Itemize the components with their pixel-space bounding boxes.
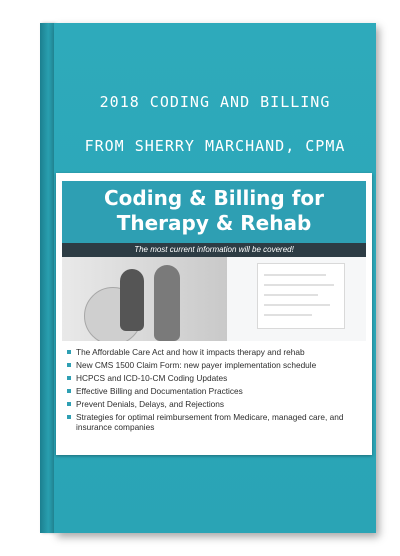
topic-item: Prevent Denials, Delays, and Rejections [66,399,366,409]
form-line [264,304,330,306]
form-line [264,274,326,276]
topic-item: Strategies for optimal reimbursement from Medicare, managed care, and insurance companies [66,412,366,432]
form-line [264,284,334,286]
topic-item: New CMS 1500 Claim Form: new payer implementation schedule [66,360,366,370]
topic-item: The Affordable Care Act and how it impacts therapy and rehab [66,347,366,357]
banner-title: Coding & Billing for Therapy & Rehab [104,186,324,235]
topic-item: HCPCS and ICD-10-CM Coding Updates [66,373,366,383]
claim-form-image [227,257,366,341]
banner [62,181,366,244]
form-line [264,294,318,296]
cover-panel [56,173,372,455]
form-line [264,314,312,316]
therapist-figure [154,265,180,341]
box-spine [40,23,54,533]
patient-figure [120,269,144,331]
topic-list [66,347,366,435]
cover-title-line1: 2018 CODING AND BILLING [99,93,331,111]
box-front [54,23,376,533]
cover-title-line2: FROM SHERRY MARCHAND, CPMA [84,137,346,155]
therapy-photo [62,257,227,341]
banner-subtitle: The most current information will be covered! [62,243,366,257]
product-box [40,23,376,533]
claim-form-sheet [257,263,345,329]
topic-item: Effective Billing and Documentation Practices [66,386,366,396]
